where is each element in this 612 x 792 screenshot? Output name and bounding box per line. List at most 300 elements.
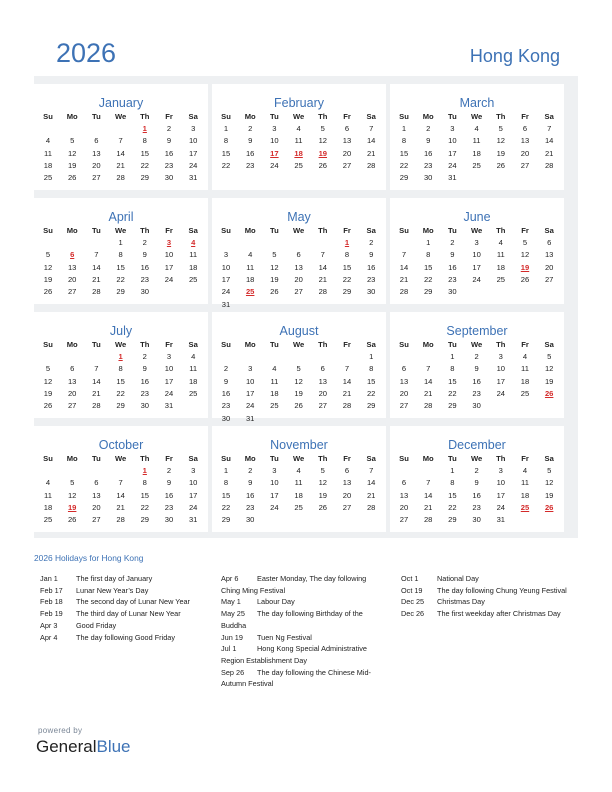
weekday-header: [390, 226, 564, 238]
day-cell: 30: [448, 287, 457, 297]
day-cell: 27: [342, 160, 352, 170]
day-cell: 13: [318, 376, 328, 386]
weekday-header: [34, 454, 208, 466]
day-cell: 29: [140, 173, 150, 183]
weekday-label: Fr: [165, 454, 173, 463]
day-cell: 10: [270, 478, 279, 488]
day-grid: [390, 466, 564, 546]
day-cell: 20: [294, 274, 303, 284]
day-cell: 20: [92, 502, 101, 512]
holiday-entry-date: Dec 25: [401, 597, 425, 607]
day-cell: 15: [448, 490, 457, 500]
day-cell: 18: [520, 490, 530, 500]
day-cell: 26: [496, 160, 506, 170]
holiday-entry-name: The first day of January: [76, 574, 153, 583]
day-cell: 2: [474, 466, 479, 475]
weekday-label: Fr: [343, 112, 351, 121]
day-cell: 24: [270, 160, 279, 170]
day-cell: 12: [67, 490, 77, 500]
weekday-label: We: [114, 454, 127, 463]
day-cell: 12: [520, 250, 530, 260]
holiday-entry: [221, 667, 381, 690]
weekday-label: Fr: [343, 226, 351, 235]
holiday-entry-name: Lunar New Year’s Day: [76, 585, 149, 595]
day-cell: 17: [245, 388, 255, 398]
day-cell: 20: [520, 148, 530, 158]
holiday-entry-name: The day following Chung Yeung Festival: [437, 585, 567, 595]
day-cell: 8: [223, 478, 229, 488]
day-cell: 9: [223, 376, 229, 386]
day-cell: 30: [140, 401, 150, 411]
day-cell: 4: [296, 466, 301, 475]
day-cell: 22: [366, 388, 376, 398]
day-cell: 27: [92, 173, 101, 183]
day-cell: 25: [294, 502, 303, 512]
weekday-label: Mo: [422, 340, 434, 349]
day-cell: 31: [164, 401, 174, 411]
day-cell: 16: [472, 490, 481, 500]
holiday-date: 18: [294, 148, 303, 158]
holiday-entry: [401, 585, 581, 597]
weekday-label: Sa: [544, 340, 554, 349]
weekday-label: Su: [43, 340, 53, 349]
day-cell: 23: [164, 160, 174, 170]
day-cell: 17: [448, 148, 457, 158]
month-name: April: [108, 210, 134, 224]
day-grid: [212, 124, 386, 204]
weekday-label: Mo: [244, 454, 256, 463]
weekday-label: Sa: [188, 454, 198, 463]
day-cell: 21: [399, 274, 409, 284]
day-cell: 19: [43, 388, 53, 398]
day-cell: 11: [189, 250, 198, 260]
month-march: [390, 84, 564, 190]
month-name: March: [459, 96, 495, 110]
day-cell: 11: [270, 376, 279, 386]
day-cell: 6: [401, 364, 407, 374]
day-cell: 11: [294, 136, 303, 146]
weekday-label: Mo: [66, 454, 78, 463]
day-cell: 29: [399, 173, 409, 183]
holiday-entry-name: Labour Day: [257, 597, 295, 607]
day-cell: 27: [342, 502, 352, 512]
day-cell: 8: [426, 250, 431, 260]
weekday-label: Sa: [366, 226, 376, 235]
day-cell: 13: [342, 478, 352, 488]
day-cell: 21: [92, 274, 101, 284]
weekday-label: Su: [221, 340, 231, 349]
holiday-entry-name: Easter Monday, The day following Ching Ming Festival: [221, 574, 367, 595]
day-cell: 2: [248, 124, 253, 133]
weekday-label: Fr: [165, 340, 173, 349]
day-cell: 26: [318, 160, 328, 170]
day-cell: 7: [118, 478, 123, 488]
day-cell: 7: [320, 250, 325, 260]
day-cell: 28: [116, 173, 125, 183]
day-cell: 28: [92, 401, 101, 411]
day-cell: 23: [140, 274, 150, 284]
day-cell: 10: [221, 262, 231, 272]
calendar-year: 2026: [56, 38, 117, 68]
weekday-label: Fr: [521, 226, 529, 235]
month-name: July: [109, 324, 133, 338]
day-cell: 2: [223, 364, 229, 374]
month-february: [212, 84, 386, 190]
month-name: December: [448, 438, 506, 452]
day-cell: 12: [294, 376, 303, 386]
day-cell: 18: [188, 262, 198, 272]
day-cell: 10: [164, 364, 174, 374]
day-cell: 8: [118, 364, 123, 374]
weekday-label: Tu: [448, 340, 457, 349]
day-cell: 16: [448, 262, 457, 272]
day-cell: 24: [188, 502, 198, 512]
day-cell: 19: [544, 376, 554, 386]
month-name: May: [287, 210, 311, 224]
day-cell: 25: [270, 401, 279, 411]
weekday-label: Th: [318, 454, 328, 463]
holiday-entry-name: Tuen Ng Festival: [257, 632, 312, 642]
holiday-date: 25: [520, 502, 530, 512]
day-grid: [390, 124, 564, 204]
day-cell: 3: [474, 238, 479, 247]
day-cell: 26: [67, 515, 77, 525]
day-cell: 21: [423, 502, 433, 512]
holiday-list-column-1: [40, 573, 212, 643]
day-cell: 11: [521, 364, 529, 374]
day-cell: 19: [67, 160, 77, 170]
month-name: January: [98, 96, 144, 110]
day-cell: 14: [318, 262, 328, 272]
day-cell: 14: [92, 262, 101, 272]
day-cell: 6: [547, 238, 552, 247]
day-cell: 17: [188, 490, 198, 500]
day-cell: 18: [245, 274, 255, 284]
holiday-entry-date: Oct 19: [401, 585, 423, 595]
day-grid: [34, 238, 208, 318]
weekday-header: [34, 112, 208, 124]
day-cell: 18: [472, 148, 481, 158]
day-cell: 10: [188, 478, 198, 488]
day-cell: 25: [472, 160, 481, 170]
weekday-label: Mo: [422, 454, 434, 463]
day-cell: 25: [188, 274, 198, 284]
day-cell: 15: [221, 490, 231, 500]
day-cell: 27: [67, 401, 77, 411]
day-cell: 25: [294, 160, 303, 170]
day-cell: 7: [547, 124, 552, 133]
day-cell: 6: [344, 466, 350, 475]
day-cell: 24: [221, 287, 231, 297]
day-cell: 12: [318, 136, 328, 146]
day-cell: 2: [450, 238, 455, 247]
day-cell: 4: [45, 136, 51, 146]
day-cell: 8: [401, 136, 407, 146]
day-cell: 28: [366, 502, 376, 512]
day-cell: 27: [520, 160, 530, 170]
day-cell: 6: [401, 478, 407, 488]
day-cell: 22: [221, 502, 231, 512]
day-cell: 31: [496, 515, 506, 525]
day-grid: [34, 352, 208, 432]
weekday-label: Tu: [270, 226, 279, 235]
holiday-entry-name: The day following the Chinese Mid-Autumn Festival: [221, 667, 371, 689]
day-cell: 20: [92, 160, 101, 170]
day-cell: 12: [544, 364, 554, 374]
month-june: [390, 198, 564, 304]
day-cell: 9: [426, 136, 431, 146]
day-cell: 3: [166, 352, 172, 361]
day-cell: 21: [318, 274, 328, 284]
day-cell: 13: [294, 262, 303, 272]
day-cell: 8: [369, 364, 374, 374]
weekday-header: [212, 226, 386, 238]
day-grid: [212, 466, 386, 546]
holiday-entry: [401, 608, 581, 620]
holiday-entry: [40, 596, 212, 608]
day-cell: 19: [544, 490, 554, 500]
weekday-label: Th: [496, 226, 506, 235]
day-cell: 19: [294, 388, 303, 398]
day-cell: 3: [272, 466, 277, 475]
holiday-entry-date: Dec 26: [401, 609, 425, 619]
weekday-label: Sa: [366, 112, 376, 121]
weekday-label: Th: [140, 454, 150, 463]
day-cell: 22: [448, 502, 457, 512]
day-cell: 16: [140, 262, 150, 272]
day-cell: 18: [520, 376, 530, 386]
weekday-header: [390, 454, 564, 466]
day-cell: 5: [45, 250, 51, 260]
day-cell: 17: [270, 490, 279, 500]
day-cell: 14: [366, 136, 376, 146]
day-cell: 11: [44, 490, 52, 500]
weekday-header: [212, 112, 386, 124]
weekday-label: Th: [496, 340, 506, 349]
day-cell: 12: [496, 136, 506, 146]
holiday-date: 19: [520, 262, 530, 272]
day-cell: 18: [43, 502, 53, 512]
day-cell: 16: [423, 148, 433, 158]
day-cell: 15: [448, 376, 457, 386]
day-cell: 1: [401, 124, 407, 133]
weekday-label: Sa: [366, 454, 376, 463]
day-cell: 23: [140, 388, 150, 398]
day-cell: 28: [342, 401, 352, 411]
month-name: September: [446, 324, 508, 338]
weekday-label: We: [292, 226, 305, 235]
day-cell: 23: [448, 274, 457, 284]
weekday-label: Su: [399, 454, 409, 463]
holiday-entry-name: The day following Good Friday: [76, 632, 175, 642]
day-cell: 22: [342, 274, 352, 284]
day-cell: 21: [366, 490, 376, 500]
day-cell: 2: [166, 466, 172, 475]
day-cell: 8: [142, 136, 147, 146]
day-cell: 3: [223, 250, 229, 260]
day-cell: 29: [140, 515, 150, 525]
day-cell: 20: [342, 148, 352, 158]
day-cell: 12: [43, 376, 53, 386]
weekday-label: Th: [140, 112, 150, 121]
day-cell: 13: [544, 250, 554, 260]
weekday-label: We: [292, 454, 305, 463]
day-cell: 22: [448, 388, 457, 398]
month-july: [34, 312, 208, 418]
month-april: [34, 198, 208, 304]
day-cell: 27: [399, 401, 409, 411]
holiday-entry-date: Apr 3: [40, 620, 58, 630]
day-cell: 28: [423, 515, 433, 525]
month-name: November: [270, 438, 328, 452]
weekday-label: Mo: [244, 340, 256, 349]
day-cell: 14: [423, 376, 433, 386]
day-cell: 16: [366, 262, 376, 272]
day-cell: 8: [450, 478, 455, 488]
day-cell: 22: [140, 160, 150, 170]
day-cell: 22: [399, 160, 409, 170]
holiday-entry-date: Jun 19: [221, 632, 243, 642]
day-cell: 25: [188, 388, 198, 398]
day-cell: 28: [423, 401, 433, 411]
day-cell: 11: [294, 478, 303, 488]
day-cell: 12: [270, 262, 279, 272]
day-cell: 20: [67, 274, 77, 284]
day-cell: 26: [67, 173, 77, 183]
day-cell: 2: [474, 352, 479, 361]
day-cell: 30: [164, 173, 174, 183]
day-cell: 17: [472, 262, 481, 272]
day-cell: 5: [296, 364, 301, 374]
holiday-entry-name: National Day: [437, 574, 479, 583]
day-cell: 27: [67, 287, 77, 297]
day-cell: 13: [342, 136, 352, 146]
day-cell: 30: [221, 413, 231, 423]
day-cell: 16: [140, 376, 150, 386]
day-cell: 3: [191, 466, 196, 475]
day-cell: 5: [45, 364, 51, 374]
weekday-label: Su: [43, 226, 53, 235]
day-cell: 9: [474, 478, 479, 488]
weekday-label: Fr: [343, 454, 351, 463]
day-cell: 29: [116, 287, 125, 297]
day-cell: 18: [270, 388, 279, 398]
weekday-label: Su: [399, 112, 409, 121]
day-cell: 8: [344, 250, 350, 260]
day-cell: 22: [140, 502, 150, 512]
weekday-label: Tu: [270, 454, 279, 463]
day-cell: 21: [342, 388, 352, 398]
month-december: [390, 426, 564, 532]
weekday-label: Sa: [544, 226, 554, 235]
weekday-label: Fr: [521, 454, 529, 463]
weekday-header: [390, 340, 564, 352]
weekday-label: Tu: [92, 340, 101, 349]
day-cell: 16: [164, 490, 174, 500]
day-cell: 13: [520, 136, 530, 146]
day-cell: 3: [248, 364, 253, 374]
day-cell: 9: [166, 478, 172, 488]
day-grid: [212, 238, 386, 318]
generalblue-logo[interactable]: [36, 737, 131, 757]
day-grid: [34, 466, 208, 546]
day-cell: 18: [496, 262, 506, 272]
day-cell: 4: [272, 364, 277, 374]
day-cell: 2: [248, 466, 253, 475]
day-cell: 21: [544, 148, 554, 158]
weekday-label: Sa: [366, 340, 376, 349]
holiday-entry: [221, 608, 381, 631]
day-grid: [212, 352, 386, 432]
weekday-label: Tu: [448, 112, 457, 121]
day-cell: 7: [401, 250, 407, 260]
weekday-label: We: [114, 112, 127, 121]
day-cell: 6: [94, 478, 99, 488]
day-cell: 13: [399, 376, 409, 386]
day-cell: 16: [164, 148, 174, 158]
weekday-label: Fr: [521, 112, 529, 121]
day-cell: 28: [544, 160, 554, 170]
day-cell: 24: [496, 388, 506, 398]
holiday-date: 1: [142, 124, 147, 133]
holiday-entry-name: Christmas Day: [437, 597, 485, 607]
weekday-label: Th: [496, 454, 506, 463]
weekday-header: [212, 340, 386, 352]
holiday-entry: [221, 596, 381, 608]
day-cell: 8: [118, 250, 123, 260]
day-cell: 12: [544, 478, 554, 488]
holiday-entry-date: Feb 17: [40, 585, 63, 595]
day-cell: 28: [318, 287, 328, 297]
day-cell: 4: [296, 124, 301, 133]
holiday-date: 1: [142, 466, 147, 475]
holiday-entry: [401, 596, 581, 608]
day-cell: 24: [164, 388, 174, 398]
day-cell: 21: [92, 388, 101, 398]
month-name: June: [463, 210, 491, 224]
weekday-label: Th: [318, 112, 328, 121]
month-may: [212, 198, 386, 309]
holiday-entry-date: Apr 6: [221, 574, 239, 583]
day-cell: 20: [318, 388, 328, 398]
day-cell: 17: [496, 490, 506, 500]
day-cell: 7: [94, 250, 99, 260]
holiday-entry: [40, 585, 212, 597]
day-cell: 16: [245, 148, 255, 158]
holiday-entry-name: The third day of Lunar New Year: [76, 609, 181, 619]
weekday-label: Sa: [188, 112, 198, 121]
day-cell: 4: [474, 124, 479, 133]
day-cell: 23: [472, 388, 481, 398]
holiday-entry-date: Feb 19: [40, 609, 63, 619]
day-cell: 28: [399, 287, 409, 297]
day-cell: 19: [43, 274, 53, 284]
day-cell: 22: [423, 274, 433, 284]
day-cell: 11: [189, 364, 198, 374]
day-cell: 14: [366, 478, 376, 488]
weekday-label: Su: [221, 454, 231, 463]
day-cell: 29: [423, 287, 433, 297]
day-cell: 13: [399, 490, 409, 500]
day-cell: 24: [188, 160, 198, 170]
day-cell: 9: [248, 136, 253, 146]
holiday-entry-date: Jul 1: [221, 644, 237, 654]
day-cell: 31: [188, 515, 198, 525]
day-cell: 6: [70, 364, 75, 374]
day-cell: 11: [44, 148, 52, 158]
weekday-label: We: [114, 340, 127, 349]
month-name: August: [279, 324, 319, 338]
